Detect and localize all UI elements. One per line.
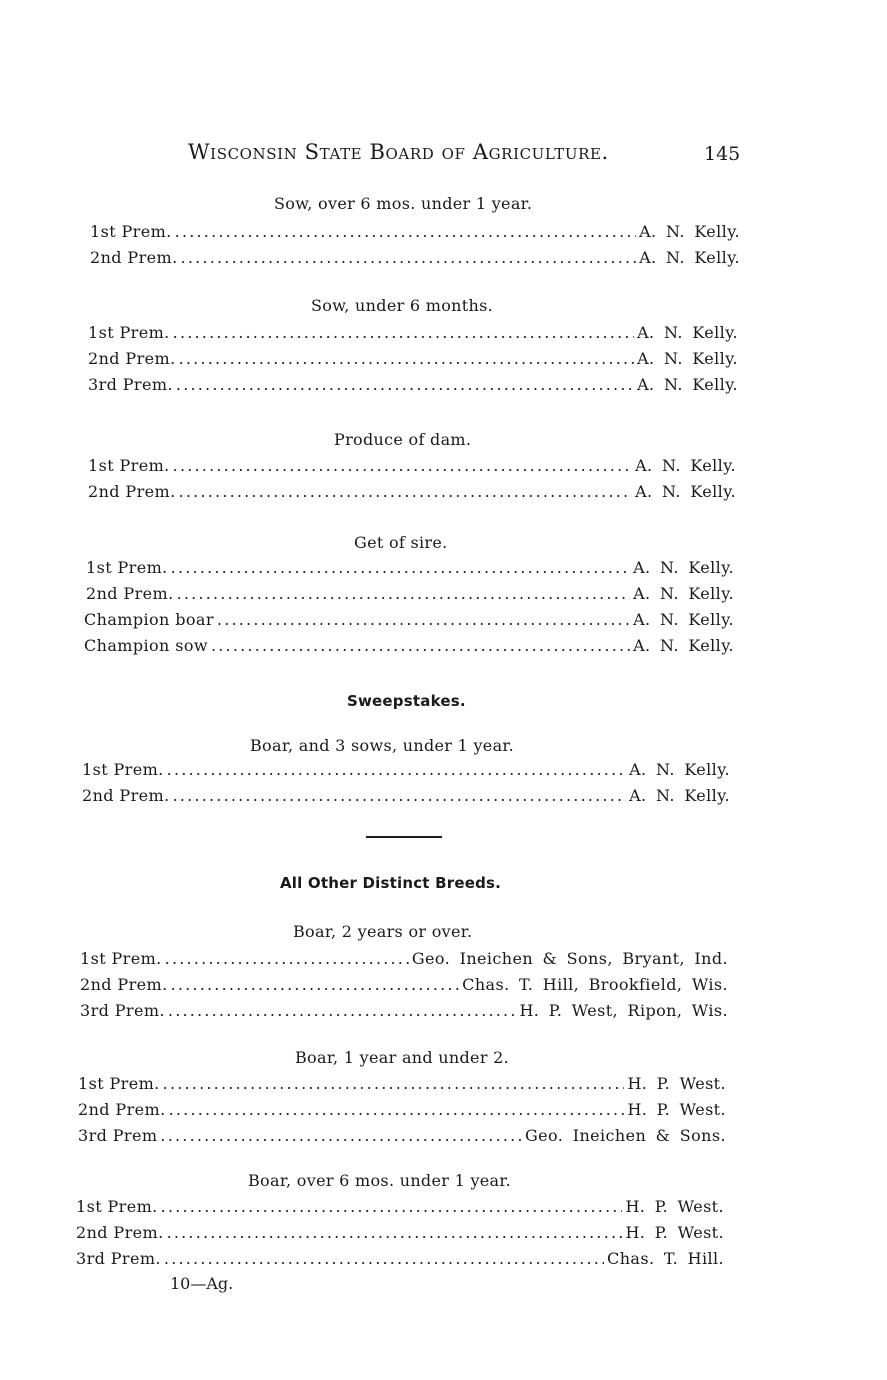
dot-leader: [165, 949, 409, 968]
dot-leader: [177, 584, 631, 603]
premium-label: 2nd Prem.: [78, 1100, 166, 1119]
winner-name: A. N. Kelly.: [629, 760, 730, 779]
section-title: Boar, over 6 mos. under 1 year.: [248, 1171, 511, 1190]
award-entry: [84, 636, 734, 660]
winner-name: A. N. Kelly.: [629, 786, 730, 805]
winner-name: Geo. Ineichen & Sons, Bryant, Ind.: [411, 949, 728, 968]
section-title: Sow, over 6 mos. under 1 year.: [274, 194, 533, 213]
winner-name: A. N. Kelly.: [633, 584, 734, 603]
dot-leader: [171, 558, 630, 577]
page-number: 145: [704, 143, 741, 165]
winner-name: A. N. Kelly.: [637, 375, 738, 394]
winner-name: A. N. Kelly.: [635, 482, 736, 501]
dot-leader: [171, 975, 460, 994]
award-entry: [90, 248, 740, 272]
winner-name: H. P. West, Ripon, Wis.: [519, 1001, 728, 1020]
award-entry: [84, 610, 734, 634]
winner-name: H. P. West.: [625, 1223, 724, 1242]
premium-label: 3rd Prem.: [80, 1001, 165, 1020]
award-entry: [80, 949, 728, 973]
winner-name: A. N. Kelly.: [639, 222, 740, 241]
winner-name: A. N. Kelly.: [633, 558, 734, 577]
premium-label: 1st Prem.: [88, 456, 170, 475]
premium-label: 1st Prem.: [90, 222, 172, 241]
premium-label: 2nd Prem.: [86, 584, 174, 603]
section-title: Boar, and 3 sows, under 1 year.: [250, 736, 514, 755]
award-entry: [86, 584, 734, 608]
premium-label: Champion boar: [84, 610, 214, 629]
award-entry: [76, 1223, 724, 1247]
award-entry: [90, 222, 740, 246]
award-entry: [86, 558, 734, 582]
premium-label: 1st Prem.: [88, 323, 170, 342]
dot-leader: [164, 1249, 604, 1268]
winner-name: A. N. Kelly.: [635, 456, 736, 475]
premium-label: 2nd Prem.: [80, 975, 168, 994]
dot-leader: [173, 323, 634, 342]
section-title: Sow, under 6 months.: [311, 296, 494, 315]
award-entry: [80, 975, 728, 999]
premium-label: 1st Prem.: [78, 1074, 160, 1093]
award-entry: [88, 349, 738, 373]
winner-name: H. P. West.: [627, 1100, 726, 1119]
award-entry: [88, 482, 736, 506]
premium-label: 2nd Prem.: [90, 248, 178, 267]
award-entry: [78, 1074, 726, 1098]
dot-leader: [179, 482, 633, 501]
section-title: Boar, 2 years or over.: [293, 922, 473, 941]
winner-name: Chas. T. Hill.: [607, 1249, 724, 1268]
premium-label: 1st Prem.: [76, 1197, 158, 1216]
dot-leader: [168, 1001, 517, 1020]
award-entry: [76, 1197, 724, 1221]
dot-leader: [163, 1074, 625, 1093]
award-entry: [76, 1249, 724, 1273]
award-entry: [78, 1100, 726, 1124]
winner-name: A. N. Kelly.: [633, 610, 734, 629]
dot-leader: [211, 636, 630, 655]
running-title: Wisconsin State Board of Agriculture.: [188, 140, 609, 164]
winner-name: A. N. Kelly.: [637, 323, 738, 342]
dot-leader: [179, 349, 635, 368]
premium-label: 1st Prem.: [82, 760, 164, 779]
award-entry: [82, 760, 730, 784]
dot-leader: [161, 1197, 623, 1216]
premium-label: 2nd Prem.: [88, 349, 176, 368]
section-heading: Sweepstakes.: [347, 692, 466, 710]
award-entry: [82, 786, 730, 810]
premium-label: 2nd Prem.: [82, 786, 170, 805]
section-title: Get of sire.: [354, 533, 448, 552]
premium-label: 3rd Prem: [78, 1126, 158, 1145]
winner-name: A. N. Kelly.: [633, 636, 734, 655]
dot-leader: [217, 610, 630, 629]
dot-leader: [173, 456, 632, 475]
premium-label: 2nd Prem.: [76, 1223, 164, 1242]
premium-label: 3rd Prem.: [88, 375, 173, 394]
section-title: Produce of dam.: [334, 430, 472, 449]
dot-leader: [173, 786, 627, 805]
winner-name: Geo. Ineichen & Sons.: [524, 1126, 726, 1145]
dot-leader: [167, 760, 626, 779]
section-heading: All Other Distinct Breeds.: [280, 874, 502, 892]
dot-leader: [175, 222, 636, 241]
dot-leader: [169, 1100, 625, 1119]
premium-label: Champion sow: [84, 636, 208, 655]
winner-name: H. P. West.: [627, 1074, 726, 1093]
premium-label: 2nd Prem.: [88, 482, 176, 501]
dot-leader: [160, 1126, 522, 1145]
premium-label: 1st Prem.: [80, 949, 162, 968]
section-title: Boar, 1 year and under 2.: [295, 1048, 510, 1067]
premium-label: 3rd Prem.: [76, 1249, 161, 1268]
dot-leader: [176, 375, 634, 394]
dot-leader: [167, 1223, 623, 1242]
winner-name: Chas. T. Hill, Brookfield, Wis.: [462, 975, 728, 994]
running-head: [0, 140, 887, 170]
winner-name: A. N. Kelly.: [637, 349, 738, 368]
award-entry: [88, 456, 736, 480]
award-entry: [80, 1001, 728, 1025]
award-entry: [88, 323, 738, 347]
signature-mark: 10—Ag.: [170, 1274, 234, 1293]
winner-name: H. P. West.: [625, 1197, 724, 1216]
premium-label: 1st Prem.: [86, 558, 168, 577]
winner-name: A. N. Kelly.: [639, 248, 740, 267]
award-entry: [88, 375, 738, 399]
dot-leader: [181, 248, 637, 267]
section-divider: [366, 836, 442, 838]
award-entry: [78, 1126, 726, 1150]
